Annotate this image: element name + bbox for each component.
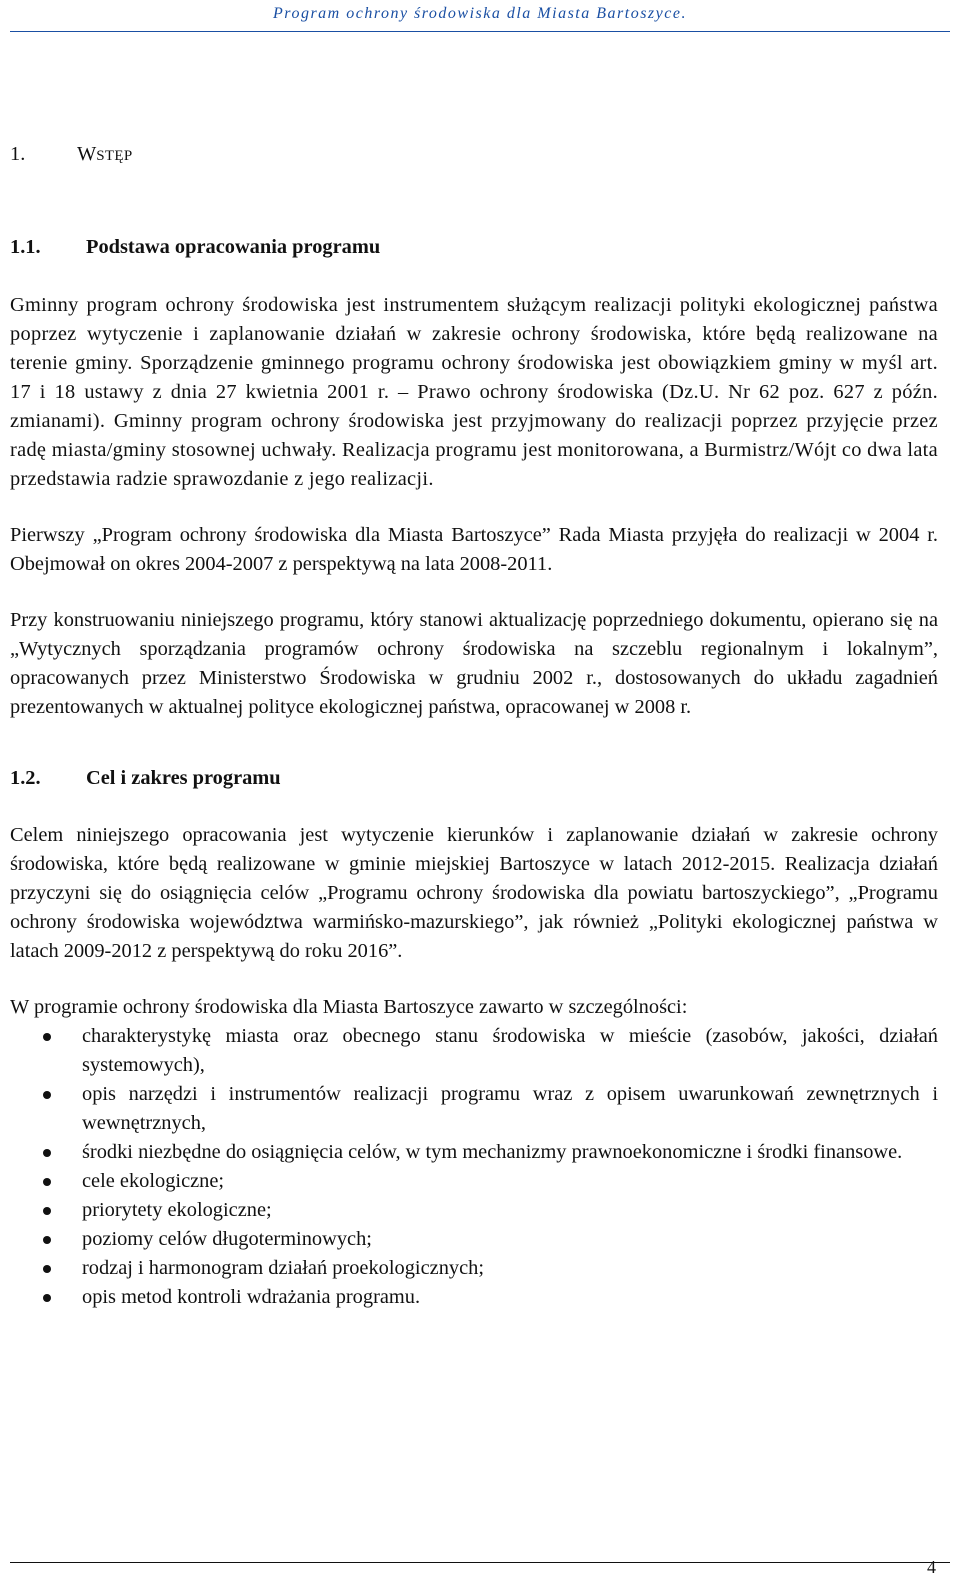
paragraph: Pierwszy „Program ochrony środowiska dla Miasta Bartoszyce” Rada Miasta przyjęła do realizacji w 2004 r. Obejmował on okres 2004-2007 z perspektywą na lata 2008-2011. [10,524,938,575]
bullet-list [10,1022,938,1312]
section-heading-1-1 [10,233,938,262]
list-item: rodzaj i harmonogram działań proekologicznych; [10,1254,938,1283]
section-number: 1.1. [10,236,41,258]
page-number: 4 [927,1557,936,1577]
page-content [10,140,938,1312]
section-title: Podstawa opracowania programu [86,236,381,258]
paragraph: Celem niniejszego opracowania jest wytyczenie kierunków i zaplanowanie działań w zakresie ochrony środowiska, które będą realizowane w gminie miejskiej Bartoszyce w latach 2012-2015. Realizacja działań przyczyni się do osiągnięcia celów „Programu ochrony środowiska dla powiatu bartoszyckiego”, „Programu ochrony środowiska województwa warmińsko-mazurskiego”, jak również „Polityki ekologicznej państwa w latach 2009-2012 z perspektywą do roku 2016”. [10,824,938,962]
list-item: poziomy celów długoterminowych; [10,1225,938,1254]
section-number: 1.2. [10,767,41,789]
section-heading-1-2 [10,764,938,793]
running-header: Program ochrony środowiska dla Miasta Bartoszyce. [273,5,687,22]
paragraph: W programie ochrony środowiska dla Miasta Bartoszyce zawarto w szczególności: [10,996,688,1018]
list-item: cele ekologiczne; [10,1167,938,1196]
list-item: opis metod kontroli wdrażania programu. [10,1283,938,1312]
footer-divider [10,1562,950,1563]
section-title: WSTĘP [77,143,133,165]
section-title: Cel i zakres programu [86,767,281,789]
paragraph: Gminny program ochrony środowiska jest instrumentem służącym realizacji polityki ekologicznej państwa poprzez wytyczenie i zaplanowanie działań w zakresie ochrony środowiska, które będą realizowane na terenie gminy. Sporządzenie gminnego programu ochrony środowiska jest obowiązkiem gminy w myśl art. 17 i 18 ustawy z dnia 27 kwietnia 2001 r. – Prawo ochrony środowiska (Dz.U. Nr 62 poz. 627 z późn. zmianami). Gminny program ochrony środowiska jest przyjmowany do realizacji poprzez przyjęcie przez radę miasta/gminy stosownej uchwały. Realizacja programu jest monitorowana, a Burmistrz/Wójt co dwa lata przedstawia radzie sprawozdanie z jego realizacji. [10,294,938,490]
section-heading-1 [10,140,938,169]
list-item: charakterystykę miasta oraz obecnego stanu środowiska w mieście (zasobów, jakości, działań systemowych), [10,1022,938,1080]
header-divider [10,31,950,32]
list-item: środki niezbędne do osiągnięcia celów, w tym mechanizmy prawnoekonomiczne i środki finansowe. [10,1138,938,1167]
section-number: 1. [10,143,26,165]
list-item: opis narzędzi i instrumentów realizacji programu wraz z opisem uwarunkowań zewnętrznych i wewnętrznych, [10,1080,938,1138]
list-item: priorytety ekologiczne; [10,1196,938,1225]
paragraph: Przy konstruowaniu niniejszego programu, który stanowi aktualizację poprzedniego dokumentu, opierano się na „Wytycznych sporządzania programów ochrony środowiska na szczeblu regionalnym i lokalnym”, opracowanych przez Ministerstwo Środowiska w grudniu 2002 r., dostosowanych do układu zagadnień prezentowanych w aktualnej polityce ekologicznej państwa, opracowanej w 2008 r. [10,609,938,718]
